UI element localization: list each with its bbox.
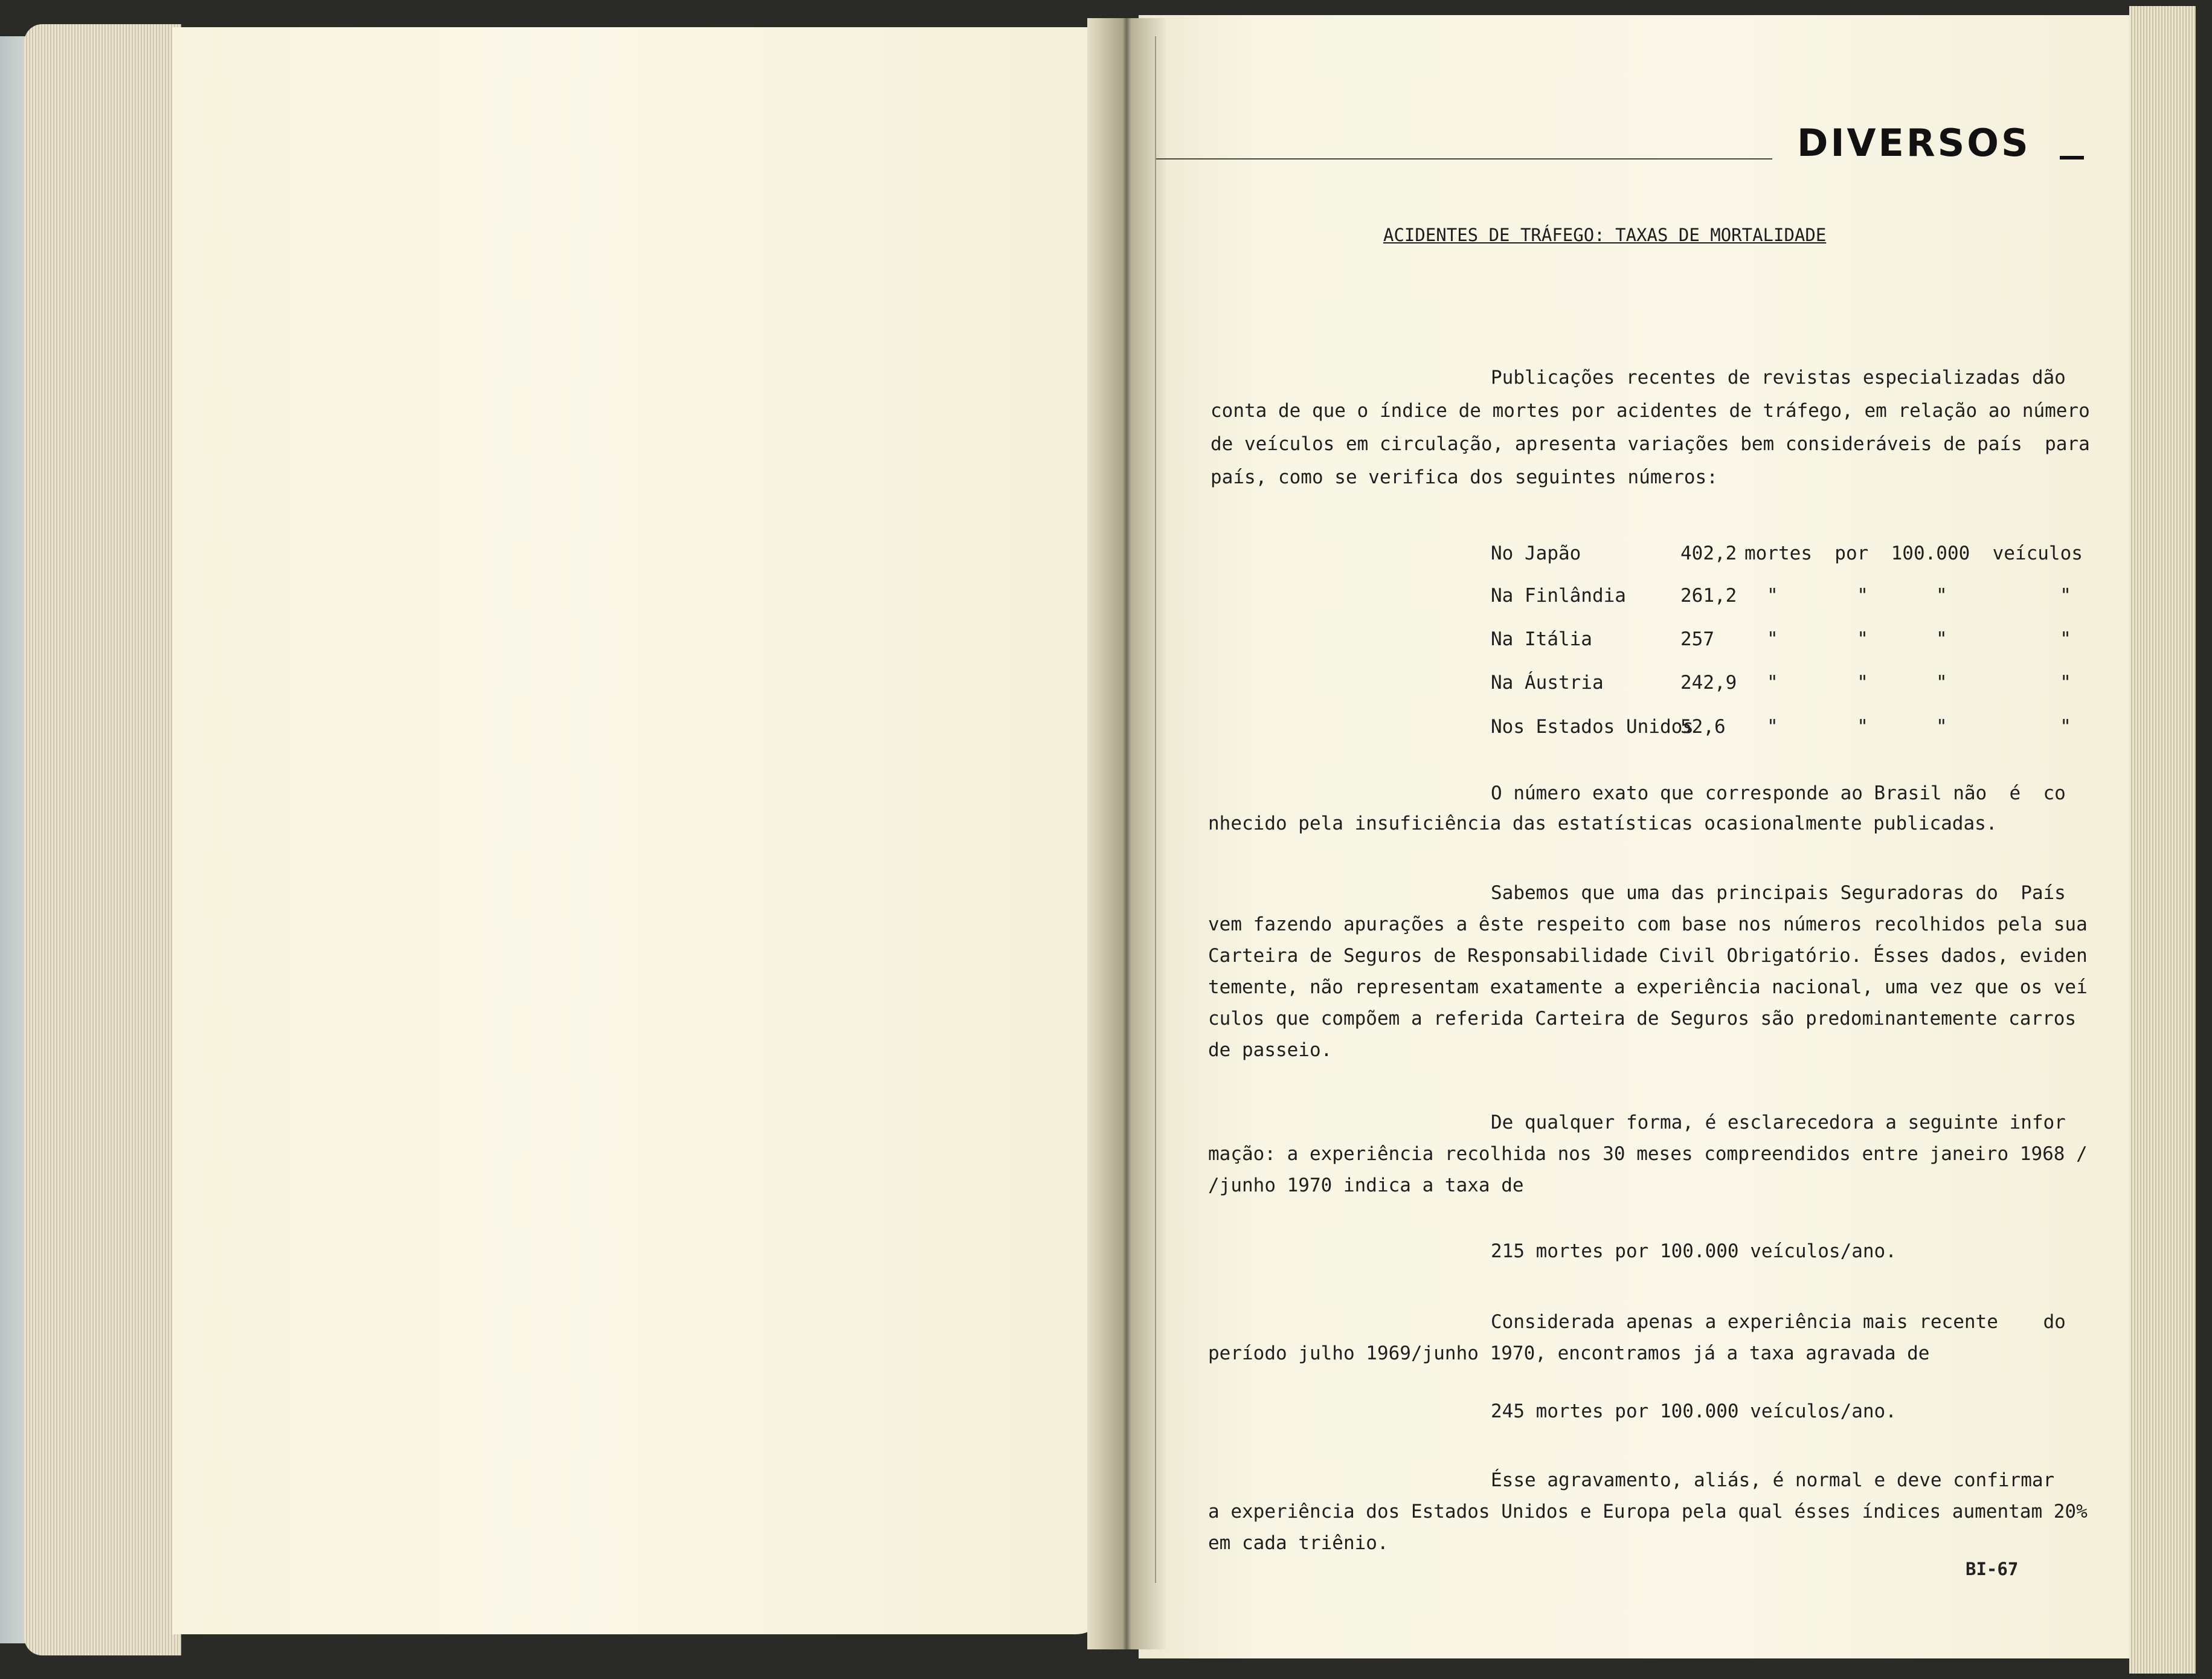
value-cell: 402,2 (1680, 543, 1737, 564)
right-page-stack (2129, 6, 2196, 1674)
country-cell: No Japão (1491, 543, 1581, 564)
text-line: culos que compõem a referida Carteira de Seguros são predominantemente carros (1208, 1008, 2077, 1030)
header-rule (1156, 158, 1772, 160)
text-line: vem fazendo apurações a êste respeito com base nos números recolhidos pela sua (1208, 914, 2088, 935)
text-line: temente, não representam exatamente a experiência nacional, uma vez que os veí (1208, 976, 2088, 998)
rate-line: 215 mortes por 100.000 veículos/ano. (1491, 1240, 1897, 1262)
text-line: de veículos em circulação, apresenta variações bem consideráveis de país para (1210, 433, 2090, 455)
text-line: conta de que o índice de mortes por acidentes de tráfego, em relação ao número (1210, 400, 2090, 422)
value-cell: 257 (1680, 628, 1714, 650)
value-cell: 52,6 (1680, 716, 1726, 738)
margin-line (1155, 36, 1156, 1583)
text-line: nhecido pela insuficiência das estatísticas ocasionalmente publicadas. (1208, 813, 1998, 834)
country-cell: Nos Estados Unidos (1491, 716, 1694, 738)
text-line: De qualquer forma, é esclarecedora a seguinte infor (1491, 1112, 2066, 1133)
country-cell: Na Itália (1491, 628, 1592, 650)
article-title: ACIDENTES DE TRÁFEGO: TAXAS DE MORTALIDADE (1383, 225, 1827, 245)
text-line: em cada triênio. (1208, 1532, 1389, 1554)
left-page-blank (172, 27, 1111, 1634)
unit-cell: " " " " (1767, 628, 2071, 650)
text-line: Ésse agravamento, aliás, é normal e deve confirmar (1491, 1469, 2055, 1491)
value-cell: 261,2 (1680, 585, 1737, 607)
text-line: período julho 1969/junho 1970, encontramos já a taxa agravada de (1208, 1342, 1930, 1364)
text-line: Carteira de Seguros de Responsabilidade Civil Obrigatório. Ésses dados, eviden (1208, 945, 2088, 967)
text-line: /junho 1970 indica a taxa de (1208, 1175, 1524, 1196)
rate-line: 245 mortes por 100.000 veículos/ano. (1491, 1400, 1897, 1422)
text-line: Considerada apenas a experiência mais recente do (1491, 1311, 2066, 1333)
unit-cell: mortes por 100.000 veículos (1744, 543, 2083, 564)
text-line: a experiência dos Estados Unidos e Europa pela qual ésses índices aumentam 20% (1208, 1501, 2088, 1523)
text-line: mação: a experiência recolhida nos 30 meses compreendidos entre janeiro 1968 / (1208, 1143, 2088, 1165)
header-dash (2060, 156, 2084, 160)
page-number: BI-67 (1966, 1559, 2019, 1579)
value-cell: 242,9 (1680, 672, 1737, 694)
text-line: O número exato que corresponde ao Brasil não é co (1491, 782, 2066, 804)
left-page-stack (24, 24, 181, 1655)
book-gutter (1087, 18, 1166, 1649)
country-cell: Na Áustria (1491, 672, 1604, 694)
text-line: Publicações recentes de revistas especializadas dão (1491, 367, 2066, 388)
unit-cell: " " " " (1767, 716, 2071, 738)
country-cell: Na Finlândia (1491, 585, 1626, 607)
unit-cell: " " " " (1767, 585, 2071, 607)
section-title: DIVERSOS (1797, 121, 2031, 165)
text-line: país, como se verifica dos seguintes números: (1210, 466, 1718, 488)
text-line: Sabemos que uma das principais Seguradoras do País (1491, 882, 2066, 904)
unit-cell: " " " " (1767, 672, 2071, 694)
text-line: de passeio. (1208, 1039, 1333, 1061)
